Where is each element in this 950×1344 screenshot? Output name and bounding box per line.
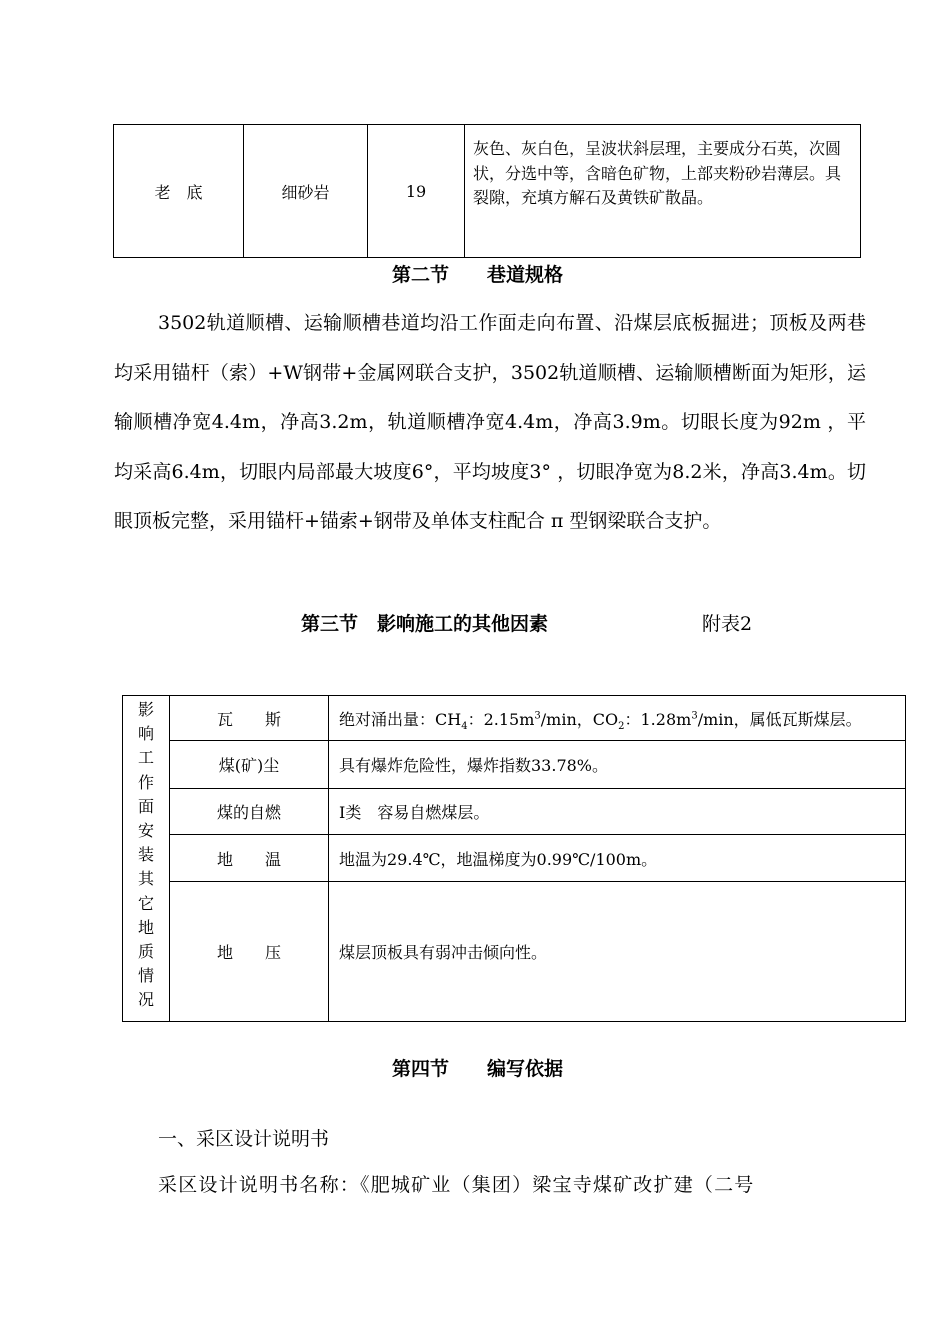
superscript: 3 (534, 710, 541, 722)
content-text: ：2.15m (467, 709, 535, 729)
content-text: /min，CO (540, 709, 619, 729)
factor-cell (170, 789, 329, 835)
layer-name-cell: 老 底 (114, 125, 244, 258)
attachment-label: 附表2 (702, 613, 753, 635)
list-item-heading: 一、采区设计说明书 (158, 1128, 330, 1150)
factor-label: 地 温 (216, 849, 281, 869)
factor-cell (170, 882, 329, 1022)
side-label: 影响工作面安装其它地质情况 (137, 700, 154, 1010)
factor-label: 煤(矿)尘 (218, 756, 280, 775)
content-text: ：1.28m (624, 709, 692, 729)
content-cell: 地温为29.4℃，地温梯度为0.99℃/100m。 (329, 835, 906, 882)
geology-table (113, 124, 861, 258)
factor-label: 瓦 斯 (216, 709, 281, 729)
factor-label: 地 压 (216, 943, 281, 962)
thickness-cell: 19 (368, 125, 465, 258)
content-cell: Ⅰ类 容易自燃煤层。 (329, 789, 906, 835)
body-paragraph: 采区设计说明书名称：《肥城矿业（集团）梁宝寺煤矿改扩建（二号 (158, 1174, 755, 1196)
subscript: 4 (461, 720, 468, 732)
content-text: /min，属低瓦斯煤层。 (697, 709, 862, 729)
content-text: 绝对涌出量：CH (339, 709, 462, 729)
factor-cell (170, 741, 329, 789)
superscript: 3 (691, 710, 698, 722)
table-row (123, 789, 906, 835)
content-cell: 具有爆炸危险性，爆炸指数33.78%。 (329, 741, 906, 789)
table-row (123, 835, 906, 882)
section2-heading: 第二节 巷道规格 (392, 264, 564, 286)
side-label-cell (123, 696, 170, 1022)
section4-heading: 第四节 编写依据 (392, 1058, 564, 1080)
table-row (123, 882, 906, 1022)
description-cell: 灰色、灰白色，呈波状斜层理，主要成分石英，次圆状，分选中等，含暗色矿物，上部夹粉砂岩薄层。具裂隙，充填方解石及黄铁矿散晶。 (465, 125, 861, 258)
table-row (123, 696, 906, 741)
content-cell (329, 696, 906, 741)
rock-type-cell: 细砂岩 (244, 125, 368, 258)
table-row (114, 125, 861, 258)
subscript: 2 (618, 720, 625, 732)
factor-cell (170, 696, 329, 741)
section2-paragraph: 3502轨道顺槽、运输顺槽巷道均沿工作面走向布置、沿煤层底板掘进；顶板及两巷均采用锚杆（索）+W钢带+金属网联合支护，3502轨道顺槽、运输顺槽断面为矩形，运输顺槽净宽4.4m，净高3.2m，轨道顺槽净宽4.4m，净高3.9m。切眼长度为92m ，平均采高6.4m，切眼内局部最大坡度6°，平均坡度3° ，切眼净宽为8.2米，净高3.4m。切眼顶板完整，采用锚杆+锚索+钢带及单体支柱配合 π 型钢梁联合支护。 (114, 312, 866, 532)
construction-factors-table (122, 695, 906, 1022)
table-row (123, 741, 906, 789)
factor-label: 煤的自燃 (216, 803, 281, 822)
section3-heading: 第三节 影响施工的其他因素 (301, 613, 549, 635)
factor-cell (170, 835, 329, 882)
content-cell: 煤层顶板具有弱冲击倾向性。 (329, 882, 906, 1022)
